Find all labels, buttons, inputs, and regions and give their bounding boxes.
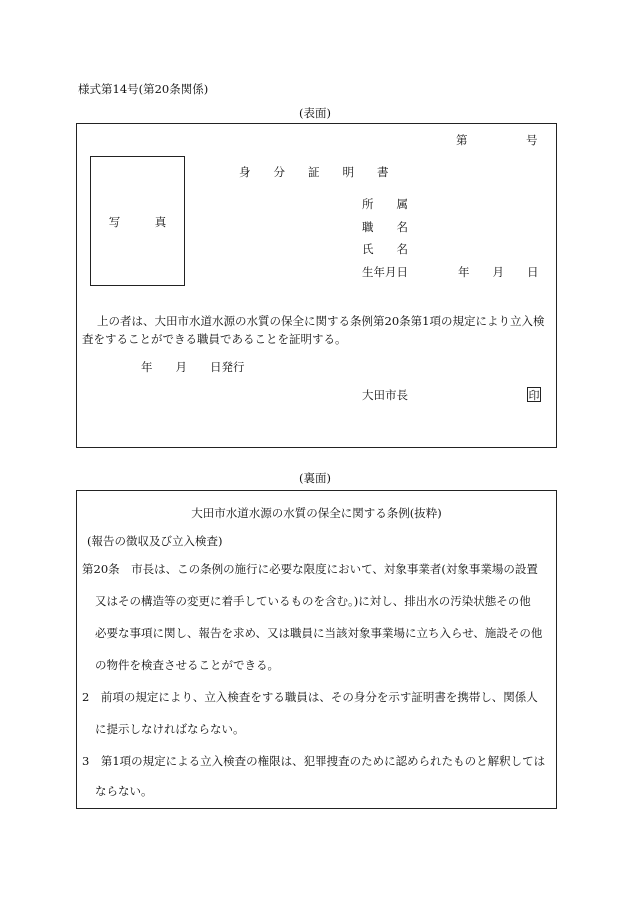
field-birthdate-label: 生年月日 [362,265,408,279]
field-affiliation-label: 所 属 [362,197,408,211]
article20-line-4: の物件を検査させることができる。 [95,658,279,672]
photo-label: 写 真 [108,215,167,229]
field-birthdate-value: 年 月 日 [458,265,539,279]
form-number: 様式第14号(第20条関係) [78,82,209,96]
article20-line-1: 第20条 市長は、この条例の施行に必要な限度において、対象事業者(対象事業場の設置 [82,562,538,576]
front-card [76,123,557,448]
issue-date: 年 月 日発行 [141,360,245,374]
section-heading: (報告の徴収及び立入検査) [87,534,223,548]
back-title: 大田市水道水源の水質の保全に関する条例(抜粋) [191,506,442,520]
photo-box [90,156,185,286]
paragraph2-line-2: に提示しなければならない。 [95,722,245,736]
paragraph3-line-1: 3 第1項の規定による立入検査の権限は、犯罪捜査のために認められたものと解釈しては [82,754,546,768]
issuer: 大田市長 [362,388,408,402]
paragraph2-line-1: 2 前項の規定により、立入検査をする職員は、その身分を示す証明書を携帯し、関係人 [82,690,538,704]
card-title: 身 分 証 明 書 [239,165,389,179]
front-side-label: (表面) [299,106,331,120]
seal-mark: 印 [528,389,540,402]
field-position-label: 職 名 [362,220,408,234]
paragraph3-line-2: ならない。 [95,784,153,798]
certification-line-2: 査をすることができる職員であることを証明する。 [82,332,347,346]
article20-line-2: 又はその構造等の変更に着手しているものを含む。)に対し、排出水の汚染状態その他 [95,594,531,608]
number-prefix: 第 [456,133,468,147]
field-name-label: 氏 名 [362,242,408,256]
back-side-label: (裏面) [299,471,331,485]
number-suffix: 号 [526,133,538,147]
article20-line-3: 必要な事項に関し、報告を求め、又は職員に当該対象事業場に立ち入らせ、施設その他 [95,626,543,640]
certification-line-1: 上の者は、大田市水道水源の水質の保全に関する条例第20条第1項の規定により立入検 [97,314,545,328]
back-card [76,490,557,809]
